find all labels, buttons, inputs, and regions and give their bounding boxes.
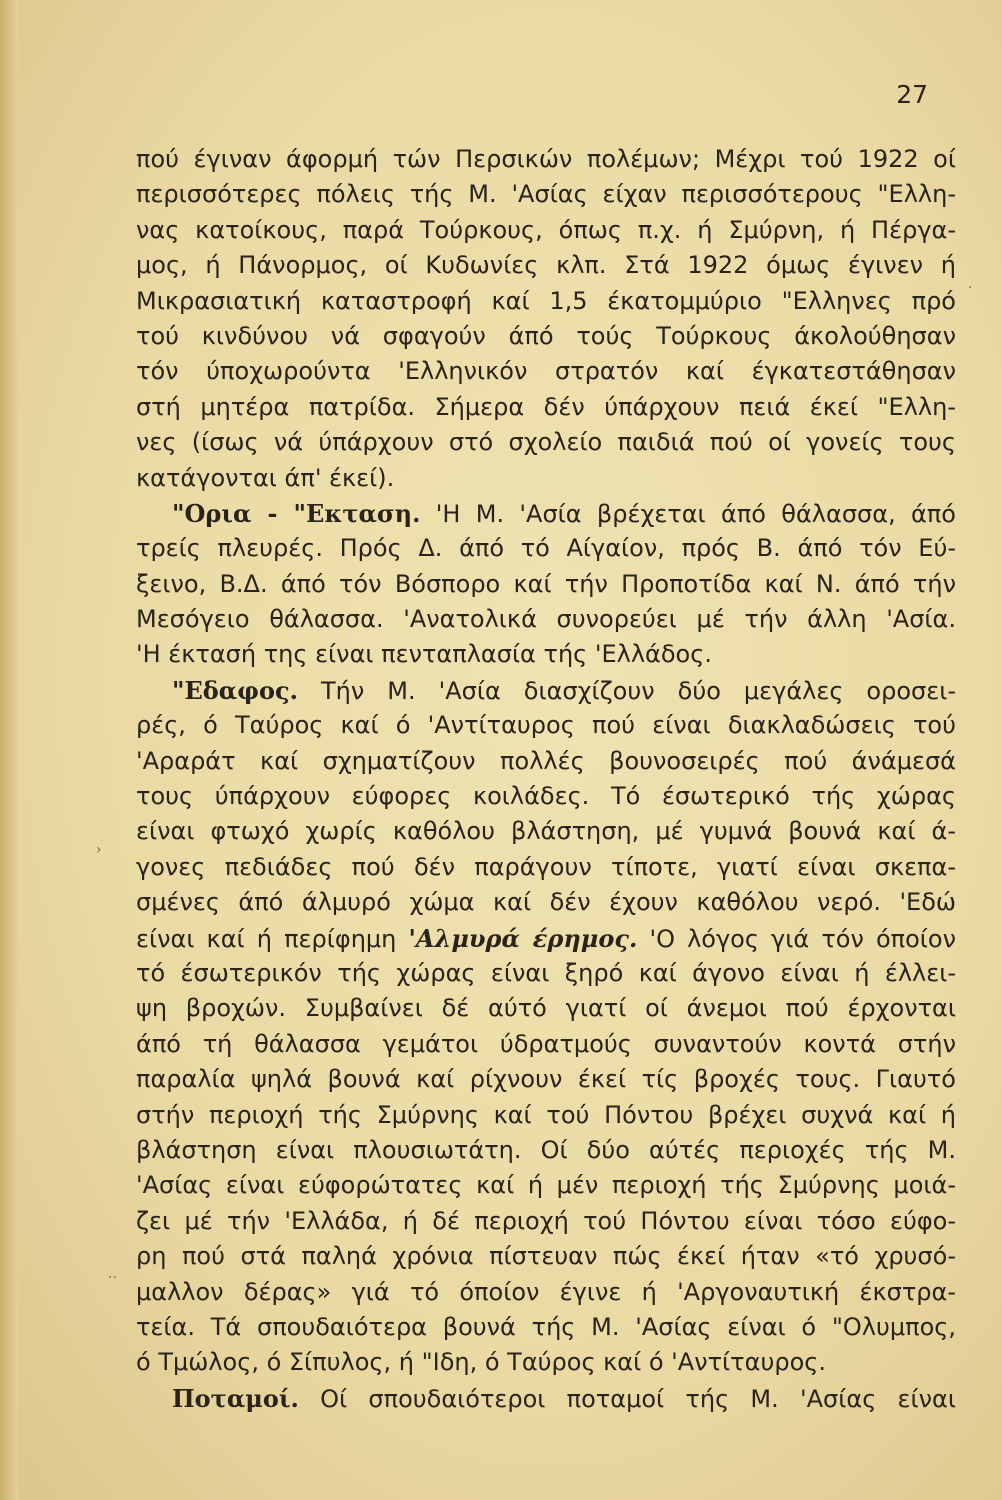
text-line: παραλία ψηλά βουνά καί ρίχνουν έκεί τίς βροχές τους. Γιαυτό bbox=[136, 1065, 956, 1094]
text-line: Μεσόγειο θάλασσα. 'Ανατολικά συνορεύει μέ τήν άλλη 'Ασία. bbox=[136, 605, 956, 634]
section-edafos-first-line bbox=[136, 673, 956, 708]
text-line: ό Τμώλος, ό Σίπυλος, ή "Ιδη, ό Ταύρος καί ό 'Αντίταυρος. bbox=[136, 1348, 826, 1377]
text-line: σμένες άπό άλμυρό χώμα καί δέν έχουν καθόλου νερό. 'Εδώ bbox=[136, 888, 956, 917]
text-line: γονες πεδιάδες πού δέν παράγουν τίποτε, γιατί είναι σκεπα- bbox=[136, 852, 956, 881]
body-text bbox=[136, 142, 956, 1416]
text-line: τόν ύποχωρούντα 'Ελληνικόν στρατόν καί έγκατεστάθησαν bbox=[136, 357, 956, 386]
page-binding-edge bbox=[0, 0, 18, 1500]
text-line: άπό τή θάλασσα γεμάτοι ύδρατμούς συναντούν κοντά στήν bbox=[136, 1029, 956, 1058]
margin-mark: ·· bbox=[108, 1270, 117, 1286]
margin-mark: › bbox=[96, 842, 102, 858]
text-span: 'Ο λόγος γιά τόν όποίον bbox=[649, 924, 957, 953]
text-line: στή μητέρα πατρίδα. Σήμερα δέν ύπάρχουν πειά έκεί "Ελλη- bbox=[136, 392, 956, 421]
text-line: τού κινδύνου νά σφαγούν άπό τούς Τούρκους άκολούθησαν bbox=[136, 321, 956, 350]
famous-term-line bbox=[136, 921, 956, 956]
section-heading-oria: "Ορια - "Εκταση. bbox=[172, 498, 421, 528]
text-line: είναι φτωχό χωρίς καθόλου βλάστηση, μέ γυμνά βουνά καί ά- bbox=[136, 817, 956, 846]
text-line: στήν περιοχή τής Σμύρνης καί τού Πόντου βρέχει συχνά καί ή bbox=[136, 1100, 956, 1129]
text-line: περισσότερες πόλεις τής Μ. 'Ασίας είχαν περισσότερους "Ελλη- bbox=[136, 180, 956, 209]
text-line: μος, ή Πάνορμος, οί Κυδωνίες κλπ. Στά 1922 όμως έγινεν ή bbox=[136, 251, 956, 280]
section-potamoi-first-line bbox=[136, 1381, 956, 1416]
text-span: Οί σπουδαιότεροι ποταμοί τής Μ. 'Ασίας είναι bbox=[320, 1384, 956, 1413]
section-oria-first-line bbox=[136, 496, 956, 531]
text-line: Μικρασιατική καταστροφή καί 1,5 έκατομμύριο "Ελληνες πρό bbox=[136, 286, 956, 315]
text-line: βλάστηση είναι πλουσιωτάτη. Οί δύο αύτές περιοχές τής Μ. bbox=[136, 1135, 956, 1164]
text-line: ρη πού στά παληά χρόνια πίστευαν πώς έκεί ήταν «τό χρυσό- bbox=[136, 1242, 956, 1271]
text-line: νας κατοίκους, παρά Τούρκους, όπως π.χ. ή Σμύρνη, ή Πέργα- bbox=[136, 215, 956, 244]
emphasized-term: 'Αλμυρά έρημος. bbox=[408, 923, 638, 953]
text-span: είναι καί ή περίφημη bbox=[136, 924, 397, 953]
margin-mark: · bbox=[968, 280, 973, 296]
text-line: ζει μέ τήν 'Ελλάδα, ή δέ περιοχή τού Πόντου είναι τόσο εύφο- bbox=[136, 1206, 956, 1235]
text-line: 'Ασίας είναι εύφορώτατες καί ή μέν περιοχή τής Σμύρνης μοιά- bbox=[136, 1171, 956, 1200]
text-line: ρές, ό Ταύρος καί ό 'Αντίταυρος πού είναι διακλαδώσεις τού bbox=[136, 711, 956, 740]
text-span: Τήν Μ. 'Ασία διασχίζουν δύο μεγάλες οροσει- bbox=[320, 676, 956, 705]
text-line: ψη βροχών. Συμβαίνει δέ αύτό γιατί οί άνεμοι πού έρχονται bbox=[136, 994, 956, 1023]
section-heading-potamoi: Ποταμοί. bbox=[172, 1383, 299, 1413]
page-number: 27 bbox=[896, 80, 928, 109]
text-line: τό έσωτερικόν τής χώρας είναι ξηρό καί άγονο είναι ή έλλει- bbox=[136, 958, 956, 987]
text-span: 'Η Μ. 'Ασία βρέχεται άπό θάλασσα, άπό bbox=[435, 499, 956, 528]
text-line: 'Η έκτασή της είναι πενταπλασία τής 'Ελλάδος. bbox=[136, 640, 712, 669]
text-line: πού έγιναν άφορμή τών Περσικών πολέμων; Μέχρι τού 1922 οί bbox=[136, 145, 956, 173]
text-line: κατάγονται άπ' έκεί). bbox=[136, 463, 395, 492]
text-line: τρείς πλευρές. Πρός Δ. άπό τό Αίγαίον, πρός Β. άπό τόν Εύ- bbox=[136, 534, 956, 563]
text-line: νες (ίσως νά ύπάρχουν στό σχολείο παιδιά πού οί γονείς τους bbox=[136, 428, 956, 457]
text-line: ξεινο, Β.Δ. άπό τόν Βόσπορο καί τήν Προποτίδα καί Ν. άπό τήν bbox=[136, 569, 956, 598]
section-heading-edafos: "Εδαφος. bbox=[172, 675, 298, 705]
text-line: 'Αραράτ καί σχηματίζουν πολλές βουνοσειρές πού άνάμεσά bbox=[136, 746, 956, 775]
text-line: τους ύπάρχουν εύφορες κοιλάδες. Τό έσωτερικό τής χώρας bbox=[136, 782, 956, 811]
text-line: τεία. Τά σπουδαιότερα βουνά τής Μ. 'Ασίας είναι ό "Ολυμπος, bbox=[136, 1312, 956, 1341]
text-line: μαλλον δέρας» γιά τό όποίον έγινε ή 'Αργοναυτική έκστρα- bbox=[136, 1277, 956, 1306]
